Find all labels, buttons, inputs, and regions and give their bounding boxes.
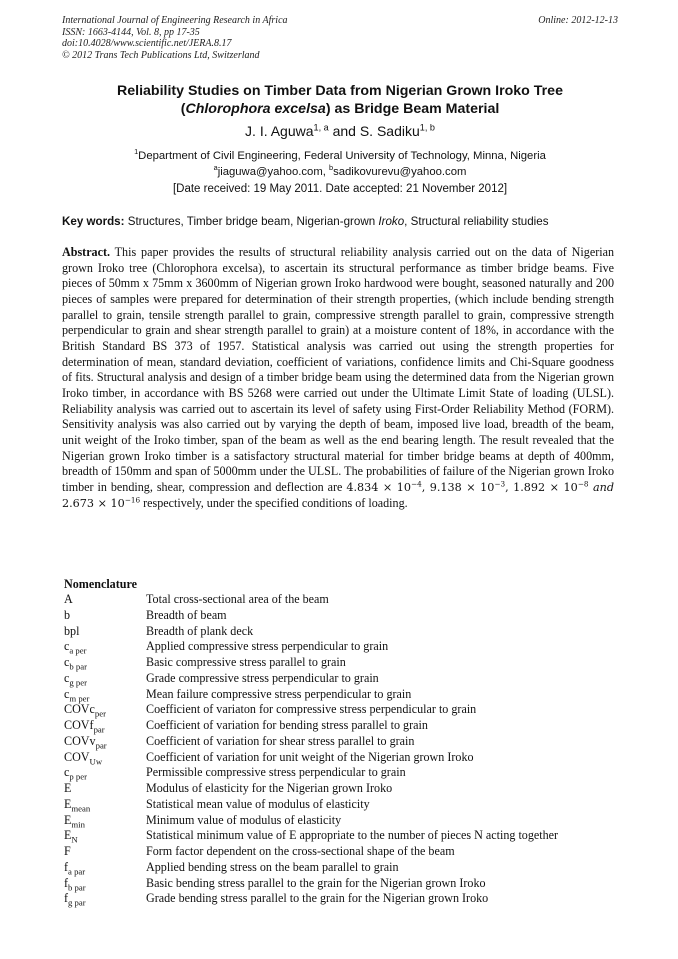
email-sadiku[interactable]: sadikovurevu@yahoo.com	[333, 165, 467, 178]
nomenclature-definition: Grade bending stress parallel to the grain for the Nigerian grown Iroko	[146, 891, 489, 906]
issn-line: ISSN: 1663-4144, Vol. 8, pp 17-35	[62, 26, 200, 38]
author-sadiku: S. Sadiku	[359, 123, 420, 139]
nomenclature-symbol: $c_{g per}$	[64, 670, 88, 688]
nomenclature-symbol: b	[64, 607, 71, 622]
nomenclature	[64, 576, 620, 907]
paper-title	[60, 82, 620, 118]
nomenclature-row	[64, 797, 620, 813]
abstract: Abstract. This paper provides the results of structural reliability analysis carried out on the data of Nigerian grown Iroko tree (Chlorophora excelsa), to ascertain its structural performance as timber bridge beams. Five pieces of 50mm x 75mm x 3600mm of Nigerian grown Iroko hardwood were bought, seasoned naturally and 200 pieces of samples were prepared for determination of their strength properties, (which include bending strength parallel to grain, tensile strength parallel to grain, compressive strength parallel to grain, compressive strength perpendicular to grain and shear strength parallel to grain) at a moisture content of 18%, in accordance with the British Standard BS 373 of 1957. Statistical analysis was carried out using the strength properties for determination of mean, standard deviation, coefficient of variations, confidence limits and Chi-Square goodness of fits. Structural analysis and design of a timber bridge beam using the determined data from the Nigerian grown Iroko timber, in accordance with BS 5268 were carried out under the Ultimate Limit State of loading (ULSL). Reliability analysis was carried out to ascertain its level of safety using First-Order Reliability Method (FORM). Sensitivity analysis was also carried out by varying the depth of beam, imposed live load, breadth of the beam, unit weight of the Iroko timber, span of the beam as well as the end bearing length. The result revealed that the Nigerian grown Iroko timber is a satisfactory structural material for timber bridge beams at depth of 400mm, breadth of 150mm and span of 5000mm under the ULSL. The probabilities of failure of the Nigerian grown Iroko timber in bending, shear, compression and deflection are $4.834 \times 10^{-4}$, $9.138 \times 10^{-3}$, $1.892 \times 10^{-8}$ and $2.673 \times 10^{-16}$ respectively, under the specified conditions of loading.	[62, 245, 614, 510]
nomenclature-row	[64, 891, 620, 907]
keywords-label: Key words:	[62, 215, 125, 228]
nomenclature-row	[64, 702, 620, 718]
nomenclature-definition: Basic bending stress parallel to the grain for the Nigerian grown Iroko	[146, 875, 486, 890]
nomenclature-symbol: $f_{b par}$	[64, 875, 86, 892]
nomenclature-definition: Breadth of beam	[146, 607, 227, 622]
nomenclature-definition: Minimum value of modulus of elasticity	[146, 812, 342, 827]
nomenclature-definition: Modulus of elasticity for the Nigerian grown Iroko	[146, 781, 393, 795]
nomenclature-symbol: $f_{g par}$	[64, 891, 86, 908]
nomenclature-definition: Form factor dependent on the cross-sectional shape of the beam	[146, 844, 455, 858]
author-line: J. I. Aguwa$^{1, a}$ and S. Sadiku$^{1, b}$	[245, 122, 435, 139]
nomenclature-row	[64, 718, 620, 734]
nomenclature-symbol: $c_{b par}$	[64, 655, 88, 672]
nomenclature-row	[64, 765, 620, 781]
title-line-2: (Chlorophora excelsa) as Bridge Beam Material	[180, 101, 500, 117]
journal-header	[62, 15, 618, 61]
nomenclature-symbol: COVf$_{par}$	[64, 718, 105, 735]
affiliation-dept: $^1$Department of Civil Engineering, Federal University of Technology, Minna, Nigeria	[134, 147, 546, 162]
species-name: Chlorophora excelsa	[185, 101, 326, 117]
nomenclature-symbol: F	[64, 844, 71, 858]
nomenclature-definition: Coefficient of variation for unit weight of the Nigerian grown Iroko	[146, 749, 474, 764]
nomenclature-definition: Permissible compressive stress perpendicular to grain	[146, 765, 406, 780]
online-date: Online: 2012-12-13	[538, 15, 618, 26]
nomenclature-symbol: COVv$_{par}$	[64, 733, 107, 751]
nomenclature-definition: Coefficient of variation for shear stress parallel to grain	[146, 733, 415, 748]
abstract-body: This paper provides the results of structural reliability analysis carried out on the data of Nigerian grown Iroko tree (Chlorophora excelsa), to ascertain its structural performance as timber bridge beams. Five pieces of 50mm x 75mm x 3600mm of Nigerian grown Iroko hardwood were bought, seasoned naturally and 200 pieces of samples were prepared for determination of their strength properties, (which include bending strength parallel to grain, tensile strength parallel to grain, compressive strength parallel to grain, compressive strength perpendicular to grain and shear strength parallel to grain) at a moisture content of 18%, in accordance with the British Standard BS 373 of 1957. Statistical analysis was carried out using the strength properties for determination of mean, standard deviation, coefficient of variations, confidence limits and Chi-Square goodness of fits. Structural analysis and design of a timber bridge beam using the determined data from the Nigerian grown Iroko timber, in accordance with BS 5268 were carried out under the Ultimate Limit State of loading (ULSL). Reliability analysis was carried out to ascertain its level of safety using First-Order Reliability Method (FORM). Sensitivity analysis was also carried out by varying the depth of beam, imposed live load, breadth of the beam, unit weight of the Iroko timber, span of the beam as well as the end bearing length. The result revealed that the Nigerian grown Iroko timber is a satisfactory structural material for timber bridge beams at depth of 400mm, breadth of 150mm and span of 5000mm under the ULSL. The probabilities of failure of the Nigerian grown Iroko timber in bending, shear, compression and deflection are	[62, 245, 614, 494]
nomenclature-row	[64, 750, 620, 766]
nomenclature-symbol: $E_{mean}$	[64, 796, 91, 814]
nomenclature-row	[64, 687, 620, 703]
nomenclature-row	[64, 624, 620, 640]
copyright-line: © 2012 Trans Tech Publications Ltd, Switzerland	[62, 49, 260, 61]
nomenclature-symbol: $E_N$	[64, 828, 78, 845]
nomenclature-row	[64, 639, 620, 655]
nomenclature-row	[64, 608, 620, 624]
nomenclature-definition: Applied compressive stress perpendicular to grain	[146, 639, 389, 654]
nomenclature-symbol: COVc$_{per}$	[64, 702, 107, 719]
nomenclature-symbol: bpl	[64, 623, 80, 638]
nomenclature-symbol: E	[64, 781, 72, 795]
journal-name: International Journal of Engineering Research in Africa	[62, 15, 288, 26]
received-accepted-dates: [Date received: 19 May 2011. Date accepted: 21 November 2012]	[172, 183, 508, 195]
nomenclature-row	[64, 813, 620, 829]
nomenclature-symbol: $c_{m per}$	[64, 686, 90, 703]
nomenclature-definition: Total cross-sectional area of the beam	[146, 592, 329, 606]
failure-probabilities: $4.834 \times 10^{-4}$, $9.138 \times 10^{-3}$, $1.892 \times 10^{-8}$ and $2.673 \times 10^{-16}$	[62, 479, 614, 510]
keywords-line: Key words: Structures, Timber bridge beam, Nigerian-grown Iroko, Structural reliability studies	[62, 215, 549, 228]
nomenclature-list	[64, 592, 620, 907]
nomenclature-row	[64, 592, 620, 608]
nomenclature-row	[64, 844, 620, 860]
nomenclature-definition: Basic compressive stress parallel to grain	[146, 655, 346, 669]
nomenclature-symbol: A	[64, 592, 73, 606]
nomenclature-row	[64, 781, 620, 797]
nomenclature-definition: Coefficient of variaton for compressive stress perpendicular to grain	[146, 702, 477, 717]
nomenclature-row	[64, 876, 620, 892]
nomenclature-definition: Breadth of plank deck	[146, 623, 254, 638]
nomenclature-definition: Coefficient of variation for bending stress parallel to grain	[146, 718, 428, 732]
nomenclature-row	[64, 734, 620, 750]
nomenclature-symbol: $E_{min}$	[64, 812, 85, 829]
nomenclature-definition: Mean failure compressive stress perpendicular to grain	[146, 686, 412, 701]
nomenclature-row	[64, 671, 620, 687]
author-aguwa: J. I. Aguwa	[245, 123, 314, 139]
nomenclature-definition: Grade compressive stress perpendicular to grain	[146, 670, 379, 685]
doi-line[interactable]: doi:10.4028/www.scientific.net/JERA.8.17	[62, 38, 232, 49]
nomenclature-symbol: $c_{p per}$	[64, 765, 88, 782]
nomenclature-row	[64, 655, 620, 671]
nomenclature-symbol: $COV_{Uw}$	[64, 749, 103, 766]
nomenclature-row	[64, 860, 620, 876]
nomenclature-symbol: $c_{a per}$	[64, 639, 87, 656]
nomenclature-definition: Statistical mean value of modulus of elasticity	[146, 796, 370, 811]
author-emails: $^a$jiaguwa@yahoo.com, $^b$sadikovurevu@yahoo.com	[213, 162, 467, 178]
abstract-label: Abstract.	[62, 245, 111, 259]
nomenclature-definition: Statistical minimum value of E appropriate to the number of pieces N acting together	[146, 828, 559, 843]
title-line-1: Reliability Studies on Timber Data from Nigerian Grown Iroko Tree	[117, 83, 563, 99]
nomenclature-heading: Nomenclature	[64, 577, 137, 591]
email-aguwa[interactable]: jiaguwa@yahoo.com,	[217, 165, 330, 178]
nomenclature-row	[64, 828, 620, 844]
affiliation-block	[60, 149, 620, 180]
nomenclature-symbol: $f_{a par}$	[64, 859, 86, 877]
nomenclature-definition: Applied bending stress on the beam parallel to grain	[146, 859, 399, 874]
